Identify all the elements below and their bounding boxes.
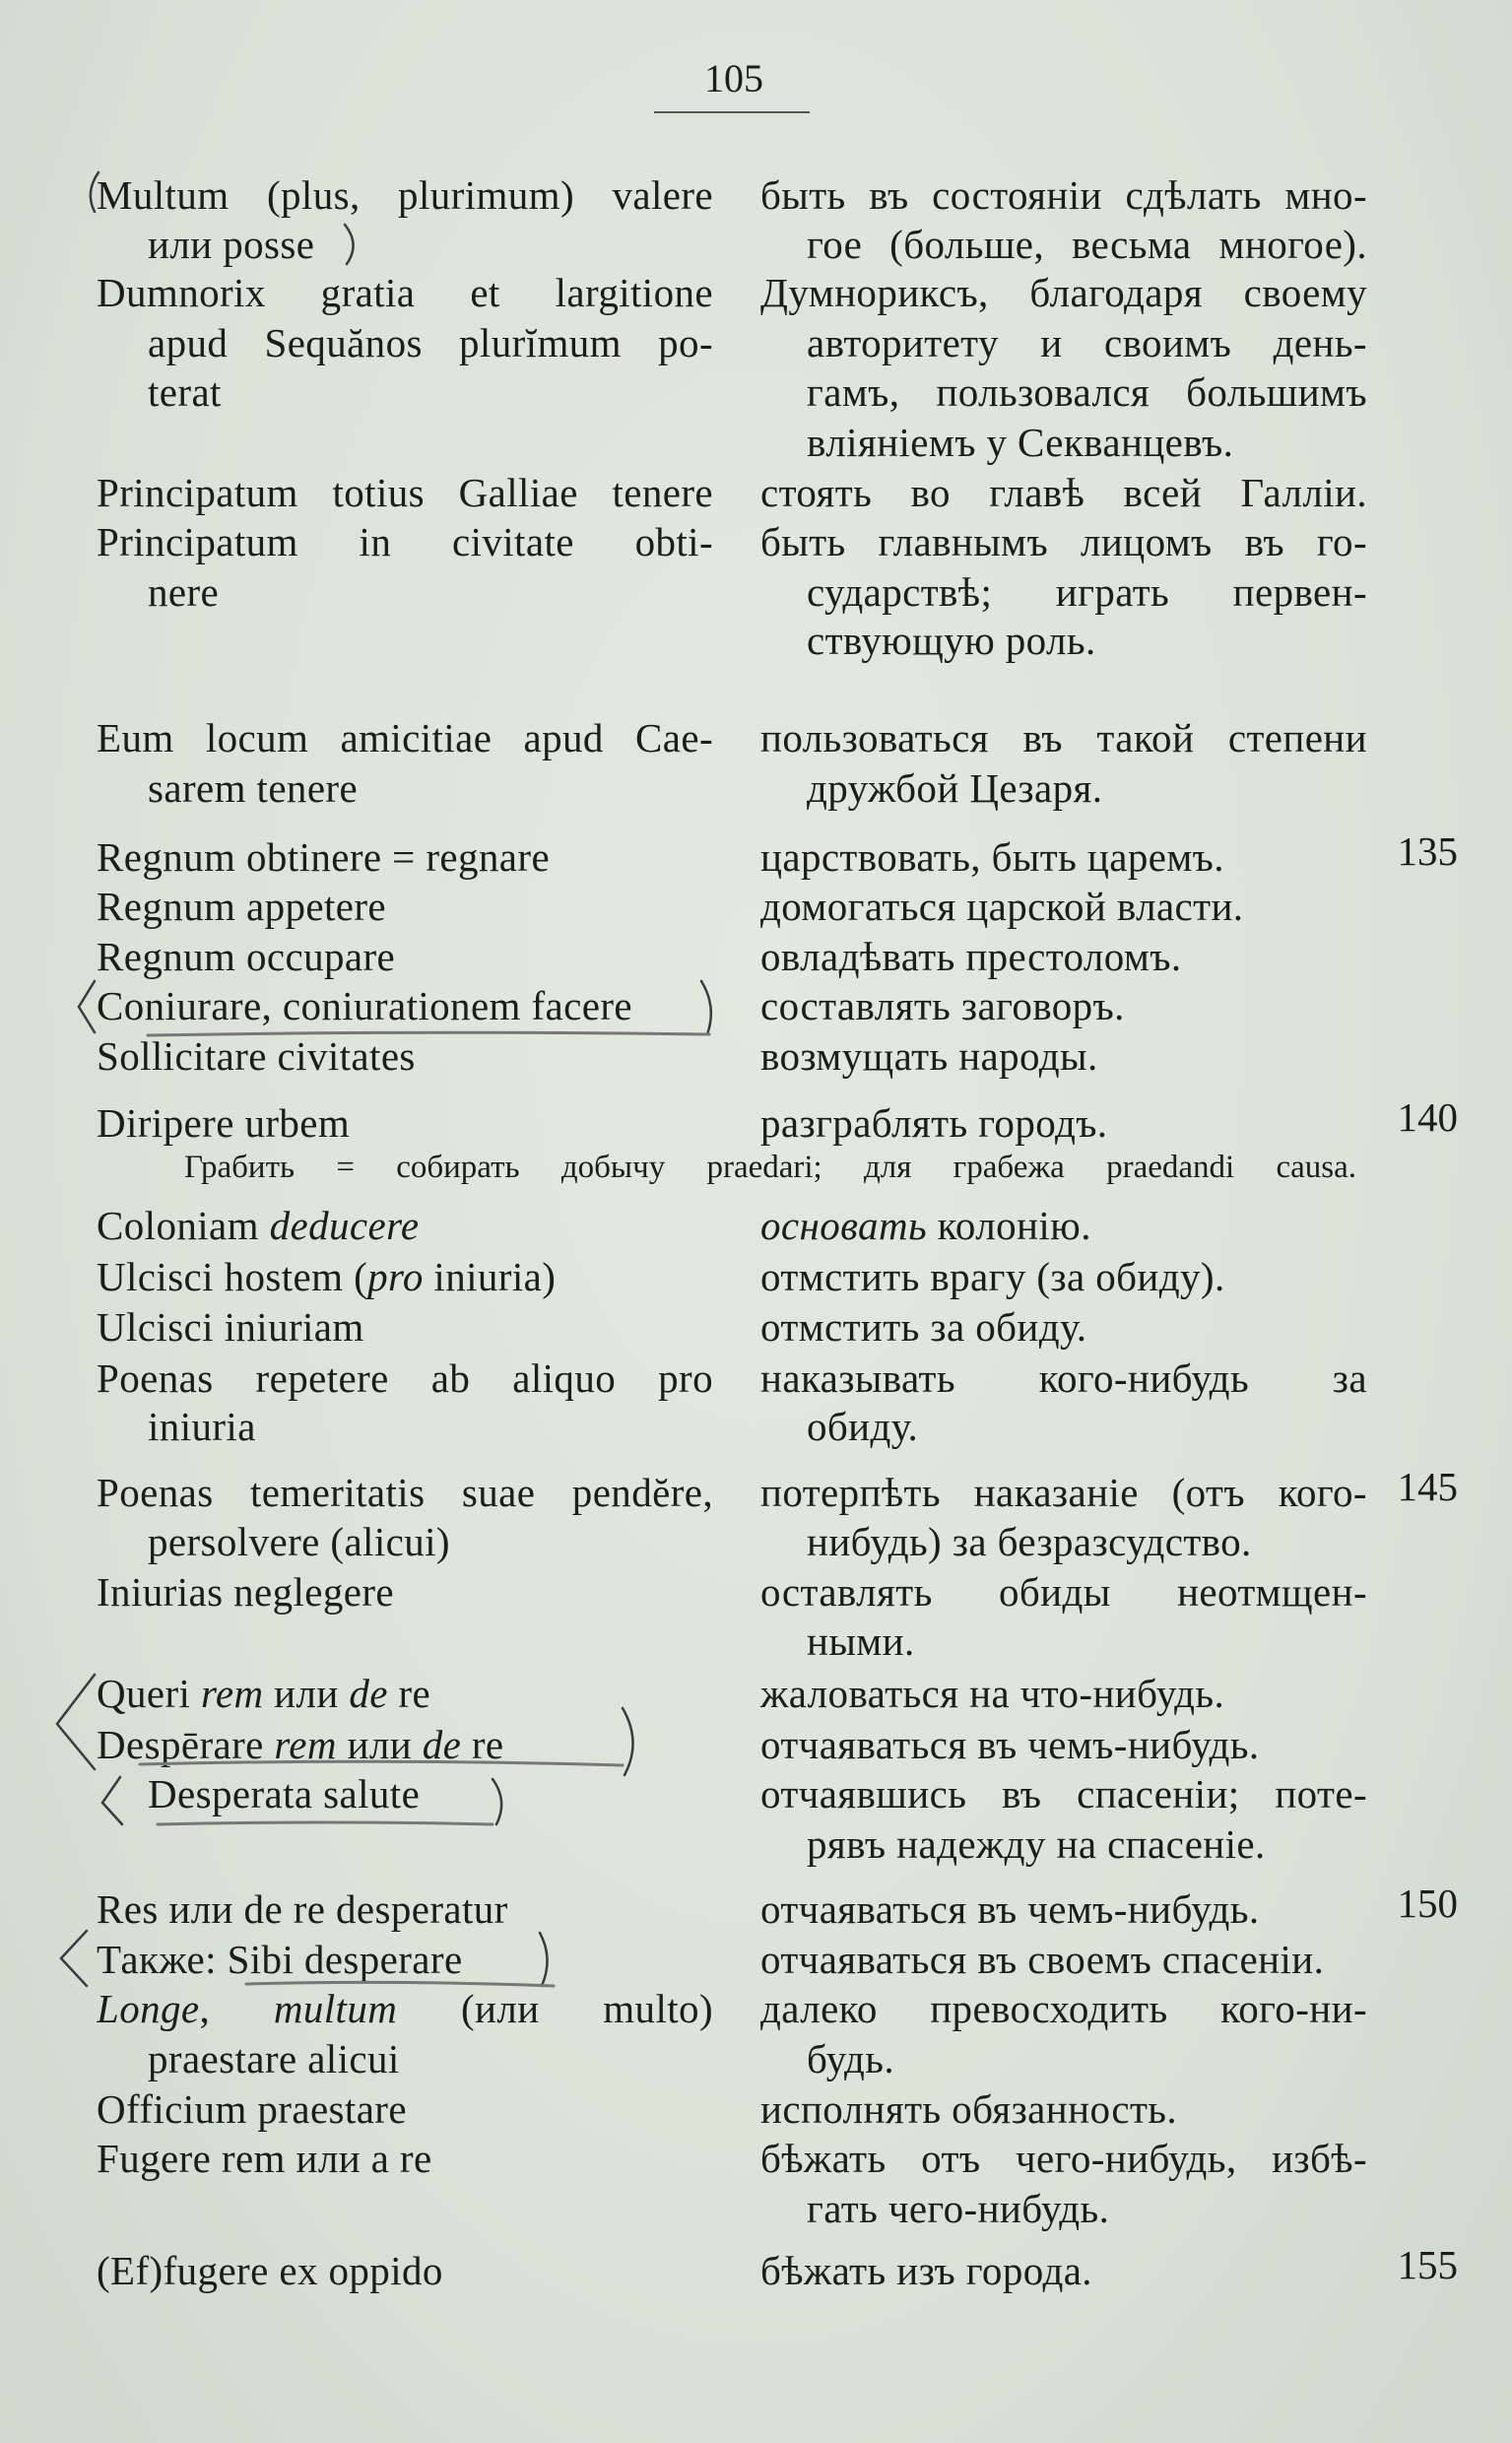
text-segment: Principatum totius Galliae tenere — [97, 470, 713, 515]
latin-phrase — [148, 2034, 713, 2083]
latin-phrase — [97, 1098, 713, 1148]
text-segment: Poenas temeritatis suae pendĕre, — [97, 1470, 713, 1515]
text-segment: отмстить за обиду. — [760, 1304, 1087, 1350]
russian-translation — [760, 1098, 1367, 1148]
russian-translation — [807, 318, 1367, 367]
pencil-bracket-icon — [61, 1931, 87, 1986]
russian-translation — [807, 220, 1367, 269]
latin-phrase — [97, 1201, 713, 1250]
italic-segment: de — [349, 1671, 388, 1716]
text-segment: отмстить врагу (за обиду). — [760, 1254, 1225, 1299]
text-segment: стоять во главѣ всей Галліи. — [760, 470, 1367, 515]
latin-phrase — [97, 1031, 713, 1081]
italic-segment: deducere — [269, 1203, 420, 1248]
text-segment: дружбой Цезаря. — [807, 765, 1103, 811]
text-segment: Despērare — [97, 1722, 275, 1767]
russian-translation — [807, 1617, 1367, 1666]
latin-phrase — [97, 832, 713, 882]
latin-phrase — [97, 713, 713, 762]
text-segment: Ulcisci hostem ( — [97, 1254, 368, 1299]
text-segment: отчаяваться въ чемъ-нибудь. — [760, 1722, 1260, 1767]
text-segment: домогаться царской власти. — [760, 884, 1244, 929]
text-segment: бѣжать отъ чего-нибудь, избѣ- — [760, 2136, 1367, 2181]
latin-phrase — [148, 367, 713, 417]
latin-phrase — [97, 1935, 713, 1984]
text-segment: Multum (plus, plurimum) valere — [97, 172, 713, 218]
text-segment: отчаяваться въ чемъ-нибудь. — [760, 1886, 1260, 1932]
latin-phrase — [97, 932, 713, 981]
text-segment: Coniurare, coniurationem facere — [97, 983, 632, 1028]
page-number: 105 — [704, 56, 763, 100]
text-segment: оставлять обиды неотмщен- — [760, 1569, 1367, 1615]
line-number: 140 — [1397, 1094, 1458, 1140]
russian-translation — [760, 1354, 1367, 1403]
latin-phrase — [97, 1567, 713, 1617]
italic-segment: Longe — [97, 1986, 200, 2031]
text-segment: Poenas repetere ab aliquo pro — [97, 1355, 713, 1401]
russian-translation — [760, 1669, 1367, 1718]
text-segment: колонію. — [927, 1203, 1091, 1248]
header-rule — [654, 111, 810, 113]
russian-translation — [807, 616, 1367, 665]
text-segment: гамъ, пользовался большимъ — [807, 369, 1367, 415]
text-segment: re — [387, 1671, 431, 1716]
text-segment: будь. — [807, 2036, 895, 2081]
italic-segment: pro — [367, 1254, 424, 1299]
latin-phrase — [97, 268, 713, 317]
text-segment: iniuria) — [423, 1254, 557, 1299]
text-segment: Officium praestare — [97, 2086, 407, 2132]
text-segment: (Ef)fugere ex oppido — [97, 2248, 443, 2293]
russian-translation — [760, 1720, 1367, 1769]
latin-phrase — [97, 517, 713, 566]
text-segment: persolvere (alicui) — [148, 1519, 450, 1564]
text-segment: Также: Sibi desperare — [97, 1937, 463, 1982]
russian-translation — [807, 763, 1367, 813]
text-segment: Res или de re desperatur — [97, 1886, 508, 1932]
pencil-bracket-icon — [57, 1675, 95, 1769]
latin-phrase — [97, 2246, 713, 2295]
text-segment: пользоваться въ такой степени — [760, 715, 1367, 760]
latin-phrase — [97, 1984, 713, 2033]
russian-translation — [760, 1935, 1367, 1984]
russian-translation — [760, 2246, 1367, 2295]
latin-phrase — [97, 981, 713, 1030]
text-segment: вліяніемъ у Секванцевъ. — [807, 420, 1234, 465]
text-segment: praestare alicui — [148, 2036, 400, 2081]
line-number: 150 — [1397, 1881, 1458, 1926]
italic-segment: rem — [274, 1722, 337, 1767]
russian-translation — [760, 832, 1367, 882]
text-segment: sarem tenere — [148, 765, 359, 811]
text-segment: (или multo) — [397, 1986, 713, 2031]
russian-translation — [807, 2184, 1367, 2233]
russian-translation — [760, 1252, 1367, 1301]
russian-translation — [760, 1302, 1367, 1352]
russian-translation — [760, 2134, 1367, 2183]
russian-translation — [807, 2034, 1367, 2083]
latin-phrase — [148, 220, 713, 269]
text-segment: далеко превосходить кого-ни- — [760, 1986, 1367, 2031]
text-segment: наказывать кого-нибудь за — [760, 1355, 1367, 1401]
text-segment: nere — [148, 569, 220, 615]
russian-translation — [807, 1517, 1367, 1566]
russian-translation — [760, 1567, 1367, 1617]
text-segment: terat — [148, 369, 222, 415]
latin-phrase — [148, 318, 713, 367]
text-segment: гать чего-нибудь. — [807, 2186, 1110, 2231]
pencil-underline — [158, 1822, 493, 1824]
latin-phrase — [97, 1302, 713, 1352]
italic-segment: multum — [273, 1986, 398, 2031]
text-segment: , — [199, 1986, 274, 2031]
russian-translation — [807, 367, 1367, 417]
text-segment: отчаяваться въ своемъ спасеніи. — [760, 1937, 1325, 1982]
russian-translation — [760, 981, 1367, 1030]
latin-phrase — [97, 1252, 713, 1301]
text-segment: рявъ надежду на спасеніе. — [807, 1821, 1266, 1867]
russian-translation — [760, 1031, 1367, 1081]
latin-phrase — [97, 1720, 713, 1769]
italic-segment: основать — [760, 1203, 928, 1248]
text-segment: Desperata salute — [148, 1771, 421, 1816]
text-segment: Iniurias neglegere — [97, 1569, 395, 1615]
text-segment: разграблять городъ. — [760, 1100, 1108, 1146]
russian-translation — [760, 1769, 1367, 1818]
latin-phrase — [97, 170, 713, 220]
russian-translation — [807, 1819, 1367, 1869]
text-segment: iniuria — [148, 1404, 256, 1449]
line-number: 135 — [1397, 828, 1458, 874]
russian-translation — [760, 713, 1367, 762]
latin-phrase — [148, 1769, 713, 1818]
line-number: 155 — [1397, 2242, 1458, 2287]
text-segment: царствовать, быть царемъ. — [760, 834, 1224, 880]
latin-phrase — [97, 1669, 713, 1718]
text-segment: Principatum in civitate obti- — [97, 519, 713, 564]
latin-phrase — [148, 567, 713, 617]
text-segment: Regnum obtinere = regnare — [97, 834, 551, 880]
text-segment: исполнять обязанность. — [760, 2086, 1178, 2132]
text-segment: apud Sequănos plurĭmum po- — [148, 320, 713, 365]
latin-phrase — [97, 882, 713, 931]
italic-segment: rem — [201, 1671, 264, 1716]
text-segment: Ulcisci iniuriam — [97, 1304, 364, 1350]
russian-translation — [760, 1201, 1367, 1250]
text-segment: Sollicitare civitates — [97, 1033, 416, 1079]
pencil-bracket-icon — [79, 981, 95, 1032]
footnote-remark: Грабить = собирать добычу praedari; для грабежа praedandi causa. — [184, 1150, 1356, 1185]
text-segment: бѣжать изъ города. — [760, 2248, 1092, 2293]
pencil-bracket-icon — [102, 1777, 122, 1824]
latin-phrase — [97, 1354, 713, 1403]
text-segment: гое (больше, весьма многое). — [807, 222, 1367, 267]
russian-translation — [760, 1468, 1367, 1517]
text-segment: Coloniam — [97, 1203, 270, 1248]
text-segment: нибудь) за безразсудство. — [807, 1519, 1252, 1564]
text-segment: или — [263, 1671, 350, 1716]
text-segment: Fugere rem или a re — [97, 2136, 432, 2181]
text-segment: авторитету и своимъ день- — [807, 320, 1367, 365]
russian-translation — [807, 1402, 1367, 1451]
text-segment: Regnum occupare — [97, 934, 396, 979]
text-segment: составлять заговоръ. — [760, 983, 1125, 1028]
text-segment: возмущать народы. — [760, 1033, 1098, 1079]
latin-phrase — [97, 2084, 713, 2134]
line-number: 145 — [1397, 1464, 1458, 1509]
text-segment: ствующую роль. — [807, 618, 1096, 663]
text-segment: или posse — [148, 222, 315, 267]
russian-translation — [760, 882, 1367, 931]
text-segment: Думнориксъ, благодаря своему — [760, 270, 1367, 315]
text-segment: Diripere urbem — [97, 1100, 351, 1146]
text-segment: Eum locum amicitiae apud Cae- — [97, 715, 713, 760]
text-segment: Queri — [97, 1671, 202, 1716]
latin-phrase — [97, 1468, 713, 1517]
text-segment: жаловаться на что-нибудь. — [760, 1671, 1225, 1716]
italic-segment: de — [422, 1722, 462, 1767]
latin-phrase — [97, 2134, 713, 2183]
russian-translation — [760, 268, 1367, 317]
text-segment: овладѣвать престоломъ. — [760, 934, 1182, 979]
latin-phrase — [97, 1884, 713, 1934]
russian-translation — [760, 2084, 1367, 2134]
russian-translation — [807, 567, 1367, 617]
russian-translation — [760, 932, 1367, 981]
latin-phrase — [148, 763, 713, 813]
russian-translation — [760, 170, 1367, 220]
russian-translation — [760, 1884, 1367, 1934]
text-segment: сударствѣ; играть первен- — [807, 569, 1367, 615]
text-segment: потерпѣть наказаніе (отъ кого- — [760, 1470, 1367, 1515]
text-segment: re — [461, 1722, 504, 1767]
text-segment: отчаявшись въ спасеніи; поте- — [760, 1771, 1367, 1816]
russian-translation — [760, 517, 1367, 566]
latin-phrase — [148, 1517, 713, 1566]
latin-phrase — [148, 1402, 713, 1451]
russian-translation — [760, 1984, 1367, 2033]
text-segment: Dumnorix gratia et largitione — [97, 270, 713, 315]
text-segment: ными. — [807, 1618, 915, 1664]
russian-translation — [807, 418, 1367, 467]
russian-translation — [760, 468, 1367, 517]
text-segment: Regnum appetere — [97, 884, 387, 929]
latin-phrase — [97, 468, 713, 517]
text-segment: или — [336, 1722, 423, 1767]
text-segment: быть главнымъ лицомъ въ го- — [760, 519, 1367, 564]
text-segment: быть въ состояніи сдѣлать мно- — [760, 172, 1367, 218]
text-segment: обиду. — [807, 1404, 919, 1449]
